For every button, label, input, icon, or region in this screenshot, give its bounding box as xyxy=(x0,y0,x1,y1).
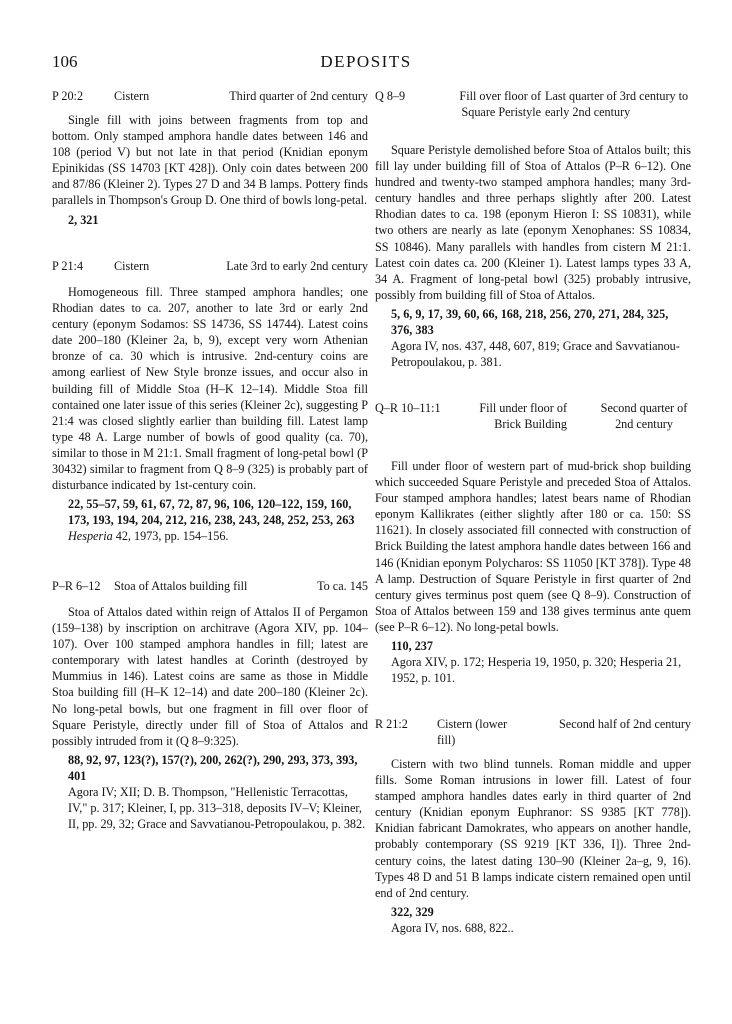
deposit-description: Single fill with joins between fragments from top and bottom. Only stamped amphora handle dates between 146 and 108 (period V) but not late in that period (Knidian eponym Epinikidas (SS 14703 [KT 428]). Only coin dates between 200 and 87/86 (Kleiner 2). Types 27 D and 34 B lamps. Pottery finds parallels in Thompson's Group D. One third of bowls long-petal. xyxy=(52,113,368,208)
bibliography xyxy=(52,528,368,544)
deposit-entry xyxy=(52,578,368,832)
deposit-entry xyxy=(375,400,691,686)
deposit-id: P 21:4 xyxy=(52,259,84,273)
catalogue-numbers: 110, 237 xyxy=(391,639,433,654)
deposit-type: Cistern (lower fill) xyxy=(437,717,508,748)
deposit-type: Stoa of Attalos building fill xyxy=(114,579,248,593)
deposit-date: Last quarter of 3rd century to early 2nd century xyxy=(545,89,689,120)
bibliography: Agora IV, nos. 437, 448, 607, 819; Grace and Savvatianou-Petropoulakou, p. 381. xyxy=(391,339,680,370)
deposit-heading xyxy=(375,88,691,142)
deposit-id: R 21:2 xyxy=(375,717,408,731)
journal-title: Hesperia xyxy=(68,529,113,544)
deposit-id: P 20:2 xyxy=(52,89,84,103)
running-head xyxy=(52,52,680,76)
catalogue-numbers: 2, 321 xyxy=(68,212,99,227)
deposit-type: Cistern xyxy=(114,89,150,103)
deposit-entry xyxy=(375,716,691,936)
bibliography: Agora XIV, p. 172; Hesperia 19, 1950, p. 320; Hesperia 21, 1952, p. 101. xyxy=(391,655,682,686)
running-title: DEPOSITS xyxy=(320,52,412,71)
bibliography: Agora IV; XII; D. B. Thompson, "Hellenistic Terracottas, IV," p. 317; Kleiner, I, pp. 313–318, deposits IV–V; Kleiner, II, pp. 29, 32; Grace and Savvatianou-Petropoulakou, p. 382. xyxy=(68,785,366,832)
deposit-id: P–R 6–12 xyxy=(52,579,101,593)
deposit-heading xyxy=(52,578,368,602)
deposit-description: Cistern with two blind tunnels. Roman middle and upper fills. Some Roman intrusions in lower fill. Latest of four stamped amphora handles dates early in third quarter of 2nd century (Knidian eponym Euphranor: SS 9385 [KT 778]). Knidian fabricant Damokrates, who appears on another handle, probably contemporary (SS 9219 [KT 336, I]). Three 2nd-century coins, the latest dating 130–90 (Kleiner 2a–g, 9, 16). Types 48 D and 51 B lamps indicate cistern remained open until end of 2nd century. xyxy=(375,757,691,900)
deposit-type: Fill over floor of Square Peristyle xyxy=(459,89,541,120)
deposit-date: To ca. 145 xyxy=(317,579,368,593)
deposit-description: Square Peristyle demolished before Stoa of Attalos built; this fill lay under building fill of Stoa of Attalos (P–R 6–12). One hundred and twenty-two stamped amphora handles; many 3rd-century handles and three perhaps slightly after 200. Latest Rhodian dates to ca. 198 (eponym Hieron I: SS 10831), while two others are nearly as late (eponym Xenophanes: SS 10834, SS 10846). Many parallels with handles from cistern M 21:1. Latest coin dates ca. 200 (Kleiner 1). Latest lamps types 33 A, 34 A. Fragment of long-petal bowl (325) probably intrusive, possibly from building fill of Stoa of Attalos. xyxy=(375,143,691,302)
catalogue-numbers: 88, 92, 97, 123(?), 157(?), 200, 262(?), 290, 293, 373, 393, 401 xyxy=(68,752,358,783)
catalogue-numbers: 5, 6, 9, 17, 39, 60, 66, 168, 218, 256, 270, 271, 284, 325, 376, 383 xyxy=(391,306,669,338)
deposit-description: Fill under floor of western part of mud-brick shop building which succeeded Square Peristyle and preceded Stoa of Attalos. Four stamped amphora handles; latest bears name of Rhodian eponym Kallikrates (either slightly after 180 or ca. 150: SS 11621). In closely associated fill connected with construction of Brick Building the latest amphora handle dates between 166 and 146 (Knidian eponym Polycharos: SS 11050 [KT 378]). Type 48 A lamp. Destruction of Square Peristyle in first quarter of 2nd century gives terminus post quem (see Q 8–9). Construction of Stoa of Attalos between 159 and 138 gives terminus ante quem (see P–R 6–12). No long-petal bowls. xyxy=(375,459,691,634)
catalogue-numbers: 322, 329 xyxy=(391,904,434,919)
deposit-type: Cistern xyxy=(114,259,150,273)
bibliography: Agora IV, nos. 688, 822.. xyxy=(391,920,514,935)
page-number: 106 xyxy=(52,52,78,71)
deposit-date: Second half of 2nd century xyxy=(559,717,691,731)
deposit-entry xyxy=(375,88,691,370)
deposit-date: Third quarter of 2nd century xyxy=(229,89,368,103)
deposit-description: Stoa of Attalos dated within reign of Attalos II of Pergamon (159–138) by inscription on architrave (Agora XIV, pp. 104–107). Over 100 stamped amphora handles in fill; latest are contemporary with latest handles at Corinth (destroyed by Mummius in 146). Latest coins are same as those in Middle Stoa building fill (H–K 12–14) and date 200–180 (Kleiner 2c). No long-petal bowls, but one fragment in fill over floor of Square Peristyle, directly under fill of Stoa of Attalos and possibly intruded from it (Q 8–9:325). xyxy=(52,605,368,748)
deposit-date: Second quarter of 2nd century xyxy=(600,401,688,432)
deposit-heading xyxy=(52,88,368,112)
deposit-heading xyxy=(375,716,691,756)
deposit-description: Homogeneous fill. Three stamped amphora handles; one Rhodian dates to ca. 207, another to late 3rd or early 2nd century (eponym Sodamos: SS 14736, SS 14744). Latest coins date 200–180 (Kleiner 2a, b, 9), except very worn Athenian bronze of ca. 30 which is intrusive. 2nd-century coins are among earliest of New Style bronze issues, and occur also in building fill of Middle Stoa (H–K 12–14). Middle Stoa fill contained one later issue of this series (Kleiner 2c), suggesting P 21:4 was closed slightly earlier than building fill. Latest lamp type 48 A. Large number of bowls of good quality (ca. 70), similar to those in M 21:1. Small fragment of long-petal bowl (P 30432) similar to fragment from Q 8–9 (325) is probably part of disturbance indicated by 1st-century coin. xyxy=(52,285,368,493)
deposit-heading xyxy=(52,258,368,282)
deposit-entry xyxy=(52,88,368,228)
deposit-date: Late 3rd to early 2nd century xyxy=(226,259,368,273)
deposit-id: Q 8–9 xyxy=(375,89,406,103)
deposit-heading xyxy=(375,400,691,458)
deposit-id: Q–R 10–11:1 xyxy=(375,401,441,415)
deposit-type: Fill under floor of Brick Building xyxy=(479,401,567,432)
reference-detail: 42, 1973, pp. 154–156. xyxy=(112,529,229,544)
deposit-entry xyxy=(52,258,368,545)
catalogue-numbers: 22, 55–57, 59, 61, 67, 72, 87, 96, 106, 120–122, 159, 160, 173, 193, 194, 204, 212, 216, 238, 243, 248, 252, 253, 263 xyxy=(68,497,355,528)
